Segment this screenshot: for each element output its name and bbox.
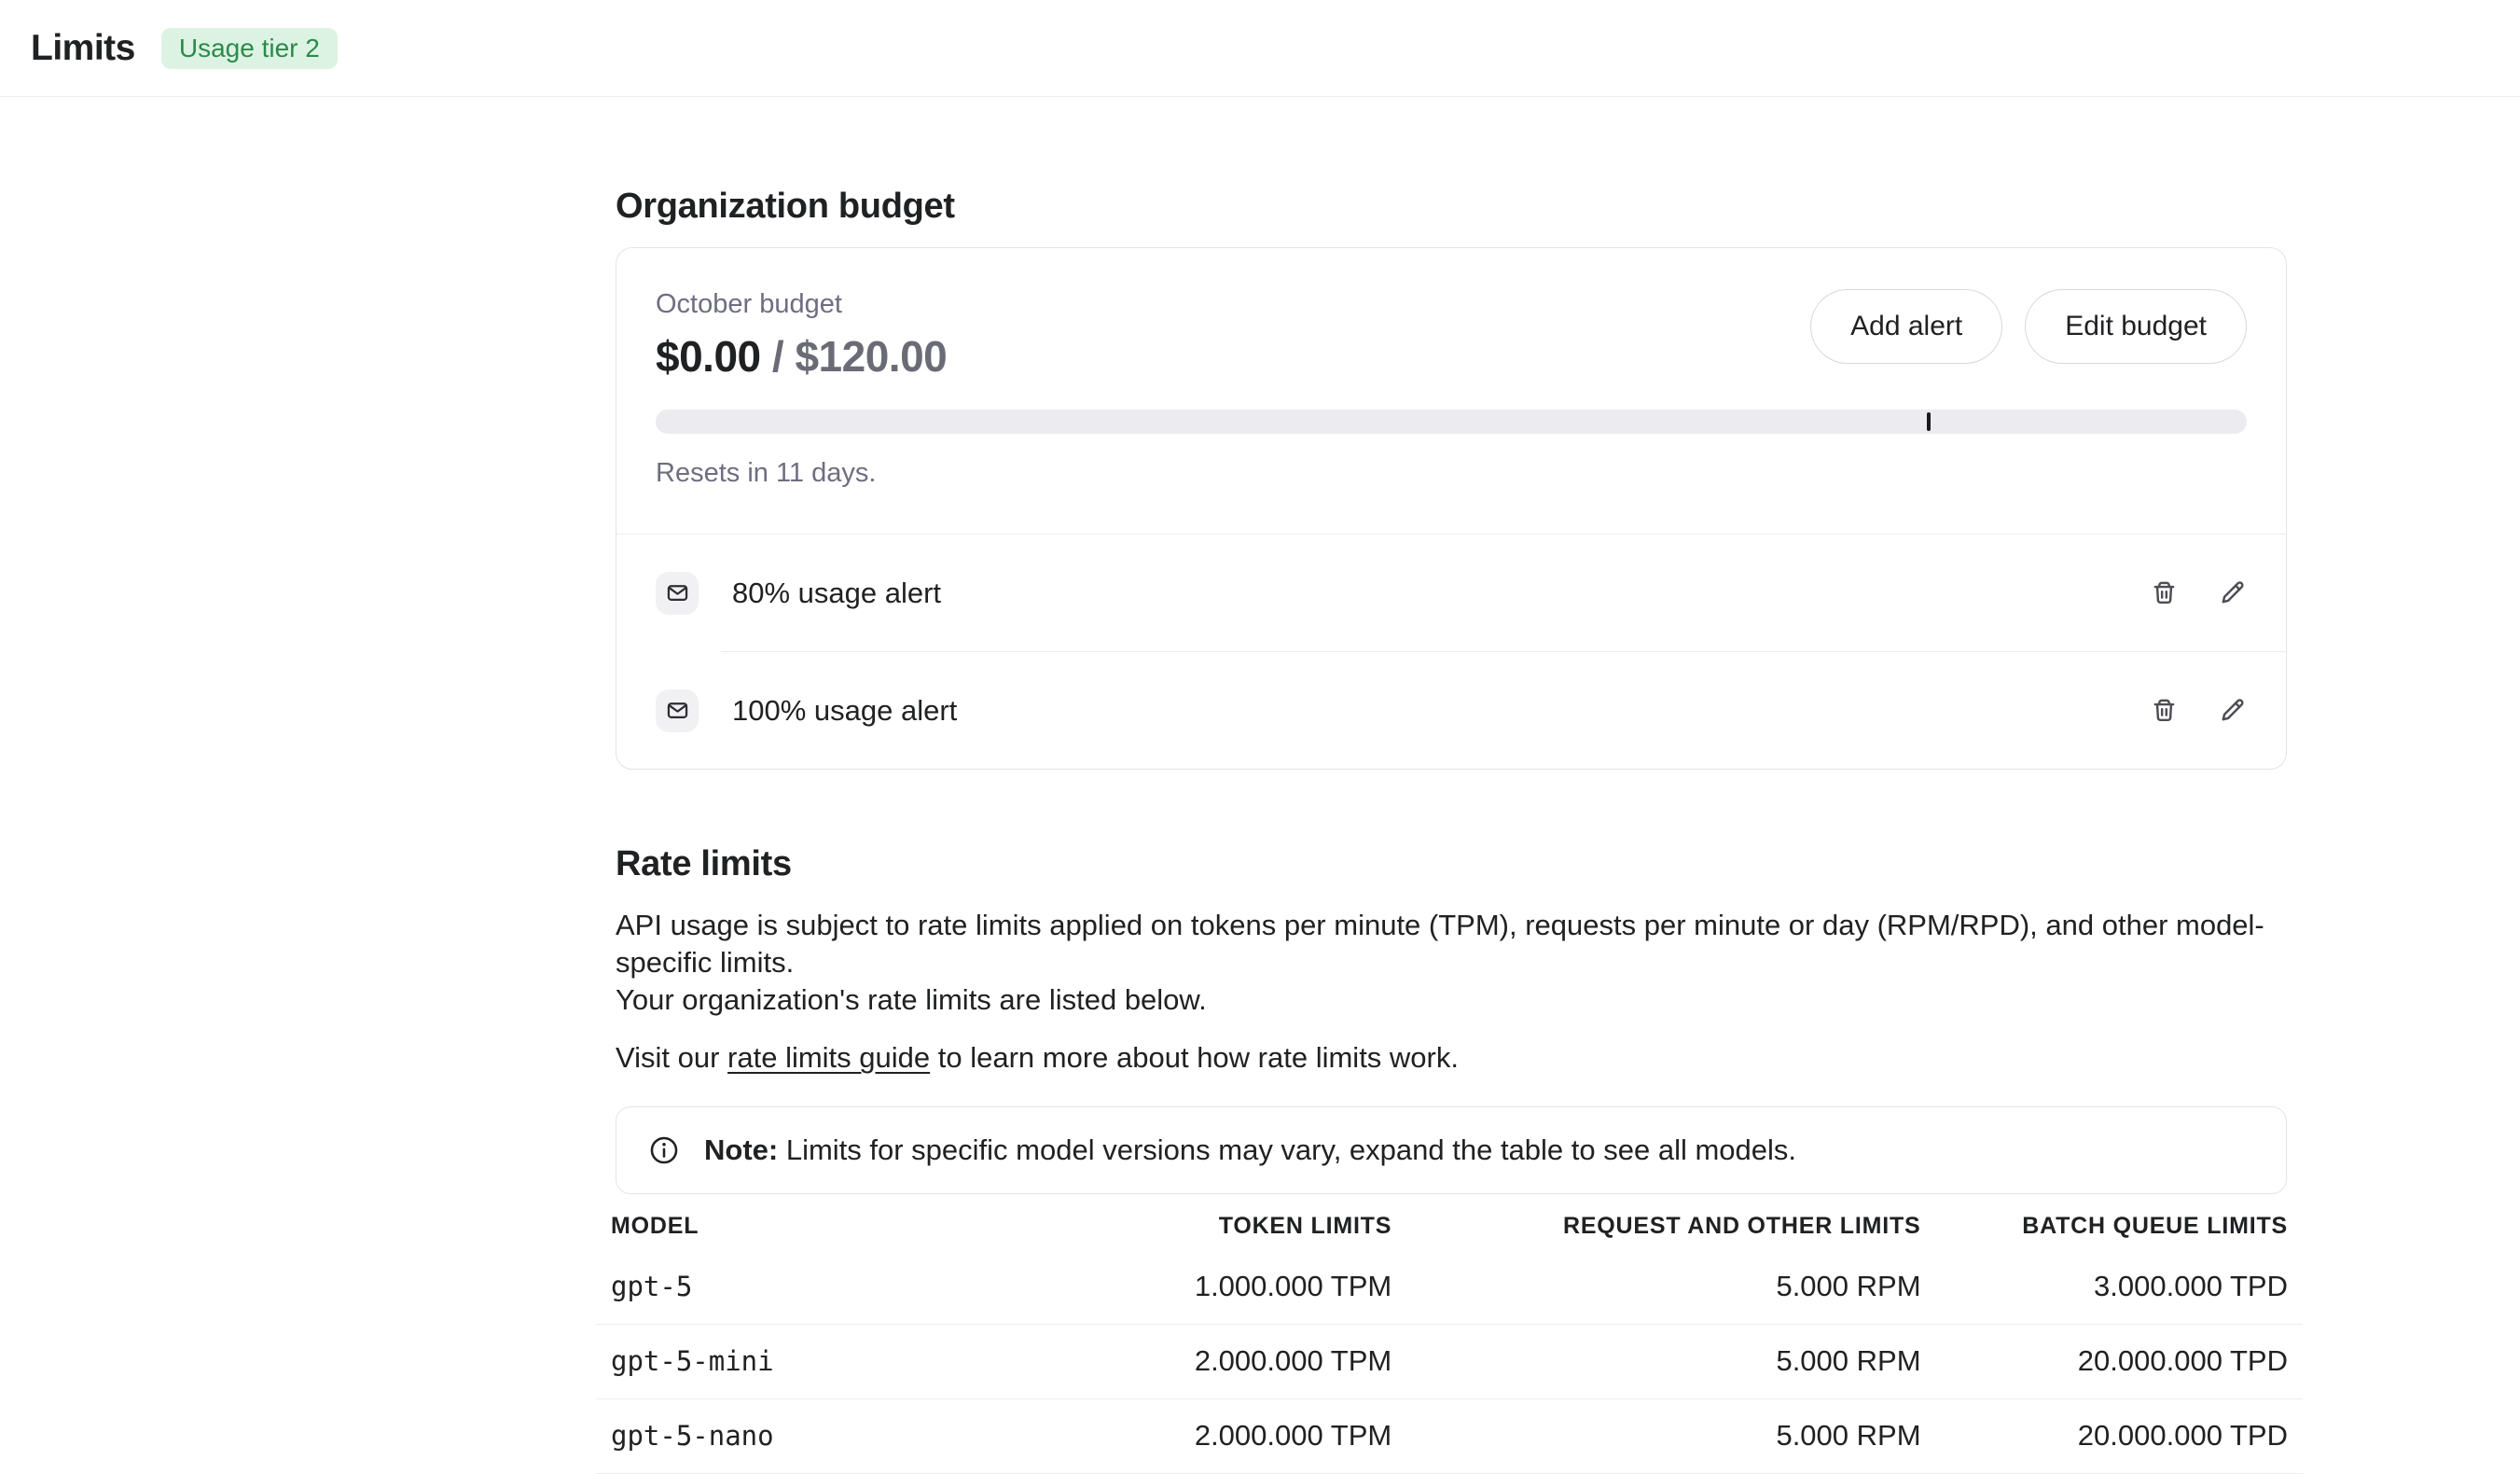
- page-title: Limits: [31, 27, 135, 68]
- mail-icon: [665, 698, 690, 723]
- usage-alert-label: 100% usage alert: [732, 693, 958, 727]
- note-label: Note:: [704, 1133, 779, 1166]
- note-body: Limits for specific model versions may vary, expand the table to see all models.: [778, 1133, 1797, 1166]
- request-limit-cell: 5.000 RPM: [1776, 1419, 1921, 1452]
- budget-progress-bar: [656, 410, 2247, 434]
- mail-icon-chip: [656, 689, 699, 732]
- batch-limit-cell: 3.000.000 TPD: [2094, 1269, 2288, 1302]
- alert-row-actions: [2150, 696, 2247, 725]
- alert-row-actions: [2150, 578, 2247, 607]
- budget-resets-text: Resets in 11 days.: [656, 458, 877, 488]
- table-row[interactable]: [596, 1398, 2303, 1473]
- table-header-row: [596, 1200, 2303, 1249]
- request-limit-cell: 5.000 RPM: [1776, 1344, 1921, 1377]
- guide-suffix: to learn more about how rate limits work.: [930, 1041, 1459, 1074]
- pencil-icon: [2218, 696, 2247, 725]
- batch-limit-cell: 20.000.000 TPD: [2077, 1344, 2288, 1377]
- model-cell: gpt-5-mini: [611, 1345, 774, 1377]
- column-header-request-limits: REQUEST AND OTHER LIMITS: [1562, 1213, 1921, 1239]
- delete-alert-button[interactable]: [2150, 578, 2179, 607]
- usage-alert-row: [616, 535, 2286, 651]
- info-icon: [648, 1134, 680, 1166]
- add-alert-button[interactable]: Add alert: [1810, 289, 2002, 364]
- pencil-icon: [2218, 578, 2247, 607]
- budget-amounts: [656, 331, 947, 382]
- top-bar: [0, 0, 2520, 97]
- mail-icon: [665, 580, 690, 605]
- rate-limits-guide-link[interactable]: rate limits guide: [727, 1041, 931, 1074]
- organization-budget-heading: Organization budget: [616, 187, 955, 226]
- alert-threshold-marker: [1927, 412, 1931, 431]
- rate-limits-description: [616, 907, 2305, 1019]
- delete-alert-button[interactable]: [2150, 696, 2179, 725]
- token-limit-cell: 2.000.000 TPM: [1194, 1344, 1392, 1377]
- request-limit-cell: 5.000 RPM: [1776, 1269, 1921, 1302]
- model-cell: gpt-5-nano: [611, 1420, 774, 1452]
- budget-actions: [1810, 289, 2247, 364]
- token-limit-cell: 2.000.000 TPM: [1194, 1419, 1392, 1452]
- usage-alert-row: [616, 652, 2286, 769]
- column-header-batch-queue-limits: BATCH QUEUE LIMITS: [2022, 1213, 2288, 1239]
- rate-limits-description-line1: API usage is subject to rate limits applied on tokens per minute (TPM), requests per minute or day (RPM/RPD), and other model-specific limits.: [616, 909, 2264, 979]
- model-cell: gpt-5: [611, 1270, 693, 1302]
- budget-card-header: [616, 248, 2286, 382]
- edit-budget-button[interactable]: Edit budget: [2025, 289, 2247, 364]
- mail-icon-chip: [656, 572, 699, 615]
- usage-alert-label: 80% usage alert: [732, 576, 942, 609]
- rate-limits-heading: Rate limits: [616, 844, 792, 883]
- note-box: [616, 1106, 2287, 1194]
- batch-limit-cell: 20.000.000 TPD: [2077, 1419, 2288, 1452]
- rate-limits-table: [596, 1200, 2303, 1474]
- column-header-model: MODEL: [611, 1213, 699, 1239]
- budget-amounts-block: [656, 289, 947, 382]
- trash-icon: [2150, 578, 2179, 607]
- token-limit-cell: 1.000.000 TPM: [1194, 1269, 1392, 1302]
- trash-icon: [2150, 696, 2179, 725]
- usage-tier-badge: Usage tier 2: [161, 28, 338, 69]
- budget-total: / $120.00: [760, 332, 948, 381]
- guide-prefix: Visit our: [616, 1041, 728, 1074]
- budget-card: [616, 247, 2287, 770]
- budget-spent: $0.00: [656, 332, 761, 381]
- note-text: [704, 1133, 1796, 1167]
- table-row[interactable]: [596, 1324, 2303, 1398]
- edit-alert-button[interactable]: [2218, 578, 2247, 607]
- table-row[interactable]: [596, 1249, 2303, 1324]
- main-content: [611, 97, 2288, 1474]
- budget-period-label: October budget: [656, 289, 842, 319]
- edit-alert-button[interactable]: [2218, 696, 2247, 725]
- rate-limits-guide-line: [616, 1039, 2287, 1077]
- rate-limits-description-line2: Your organization's rate limits are listed below.: [616, 983, 1207, 1016]
- column-header-token-limits: TOKEN LIMITS: [1218, 1213, 1392, 1239]
